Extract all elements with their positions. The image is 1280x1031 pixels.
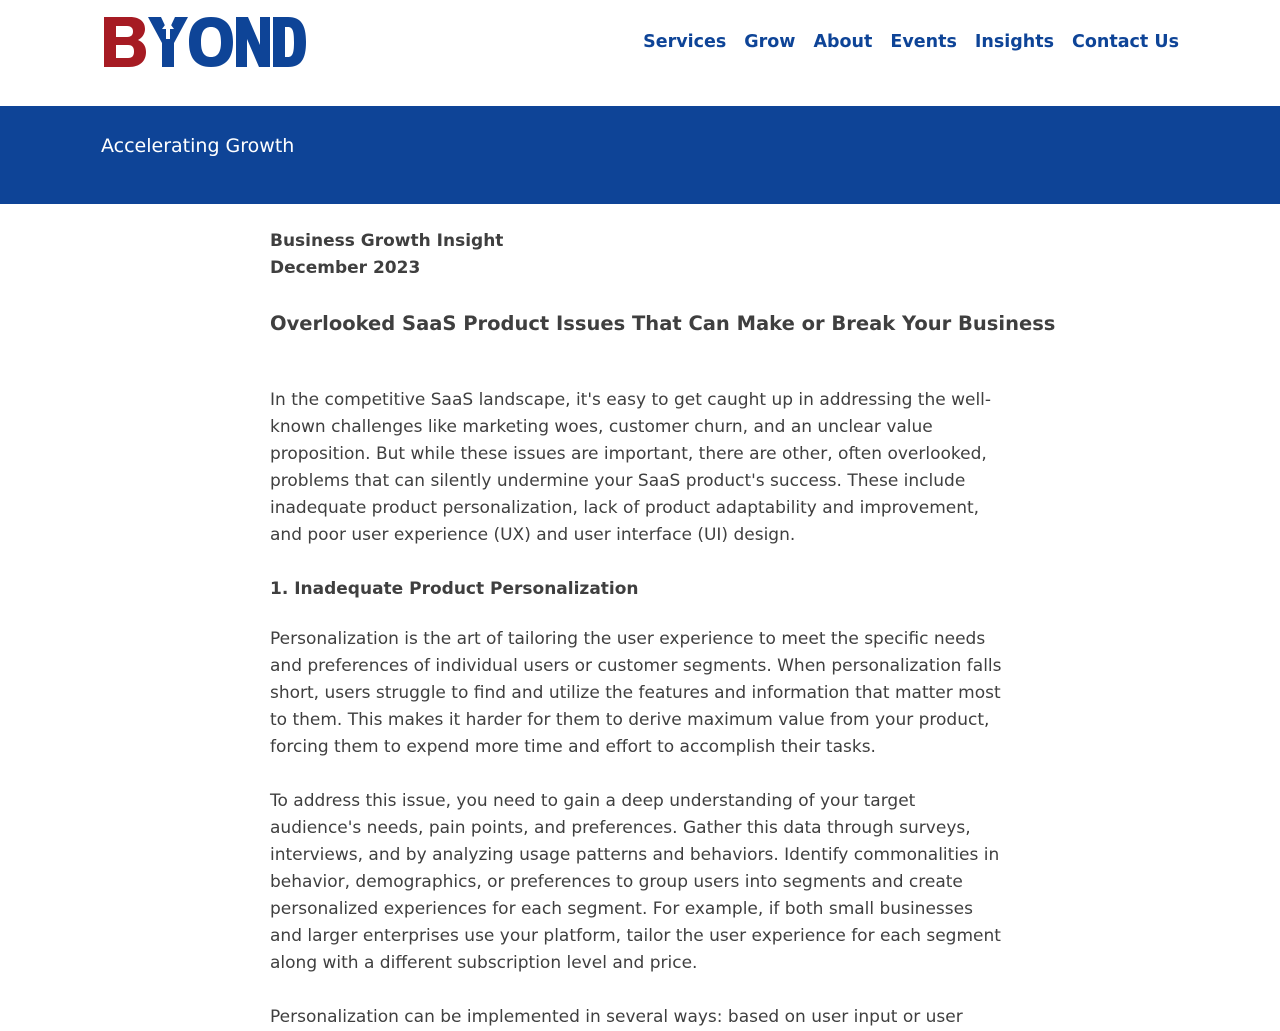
article-paragraph: Personalization is the art of tailoring the user experience to meet the specific needs and preferences of individual users or customer segments. When personalization falls short, users struggle to find and utilize the features and information that matter most to them. This makes it harder for them to derive maximum value from your product, forcing them to expend more time and effort to accomplish their tasks.: [270, 629, 1002, 757]
nav-events[interactable]: Events: [890, 32, 957, 52]
banner-title: Accelerating Growth: [101, 135, 295, 157]
nav-grow[interactable]: Grow: [744, 32, 796, 52]
section-title-personalization: 1. Inadequate Product Personalization: [270, 579, 639, 599]
article-paragraph: To address this issue, you need to gain a deep understanding of your target audience's needs, pain points, and preferences. Gather this data through surveys, interviews, and by analyzing usage patterns and behaviors. Identify commonalities in behavior, demographics, or preferences to group users into segments and create personalized experiences for each segment. For example, if both small businesses and larger enterprises use your platform, tailor the user experience for each segment along with a different subscription level and price.: [270, 791, 1001, 973]
article-date: December 2023: [270, 258, 421, 278]
site-header: [0, 0, 1280, 106]
nav-services[interactable]: Services: [643, 32, 727, 52]
nav-insights[interactable]: Insights: [974, 32, 1055, 52]
nav-about[interactable]: About: [813, 32, 873, 52]
article-paragraph: Personalization can be implemented in several ways: based on user input or user: [270, 1007, 963, 1027]
byond-logo[interactable]: [104, 17, 306, 67]
page-banner: [0, 106, 1280, 204]
article-content: [270, 228, 1056, 1031]
article-intro: In the competitive SaaS landscape, it's easy to get caught up in addressing the well-known challenges like marketing woes, customer churn, and an unclear value proposition. But while these issues are important, there are other, often overlooked, problems that can silently undermine your SaaS product's success. These include inadequate product personalization, lack of product adaptability and improvement, and poor user experience (UX) and user interface (UI) design.: [270, 390, 992, 545]
article-category: Business Growth Insight: [270, 231, 504, 251]
article-headline: Overlooked SaaS Product Issues That Can Make or Break Your Business: [270, 312, 1056, 335]
nav-contact-us[interactable]: Contact Us: [1072, 32, 1179, 52]
byond-logo-mark: [104, 17, 306, 67]
main-nav: [643, 30, 1179, 54]
